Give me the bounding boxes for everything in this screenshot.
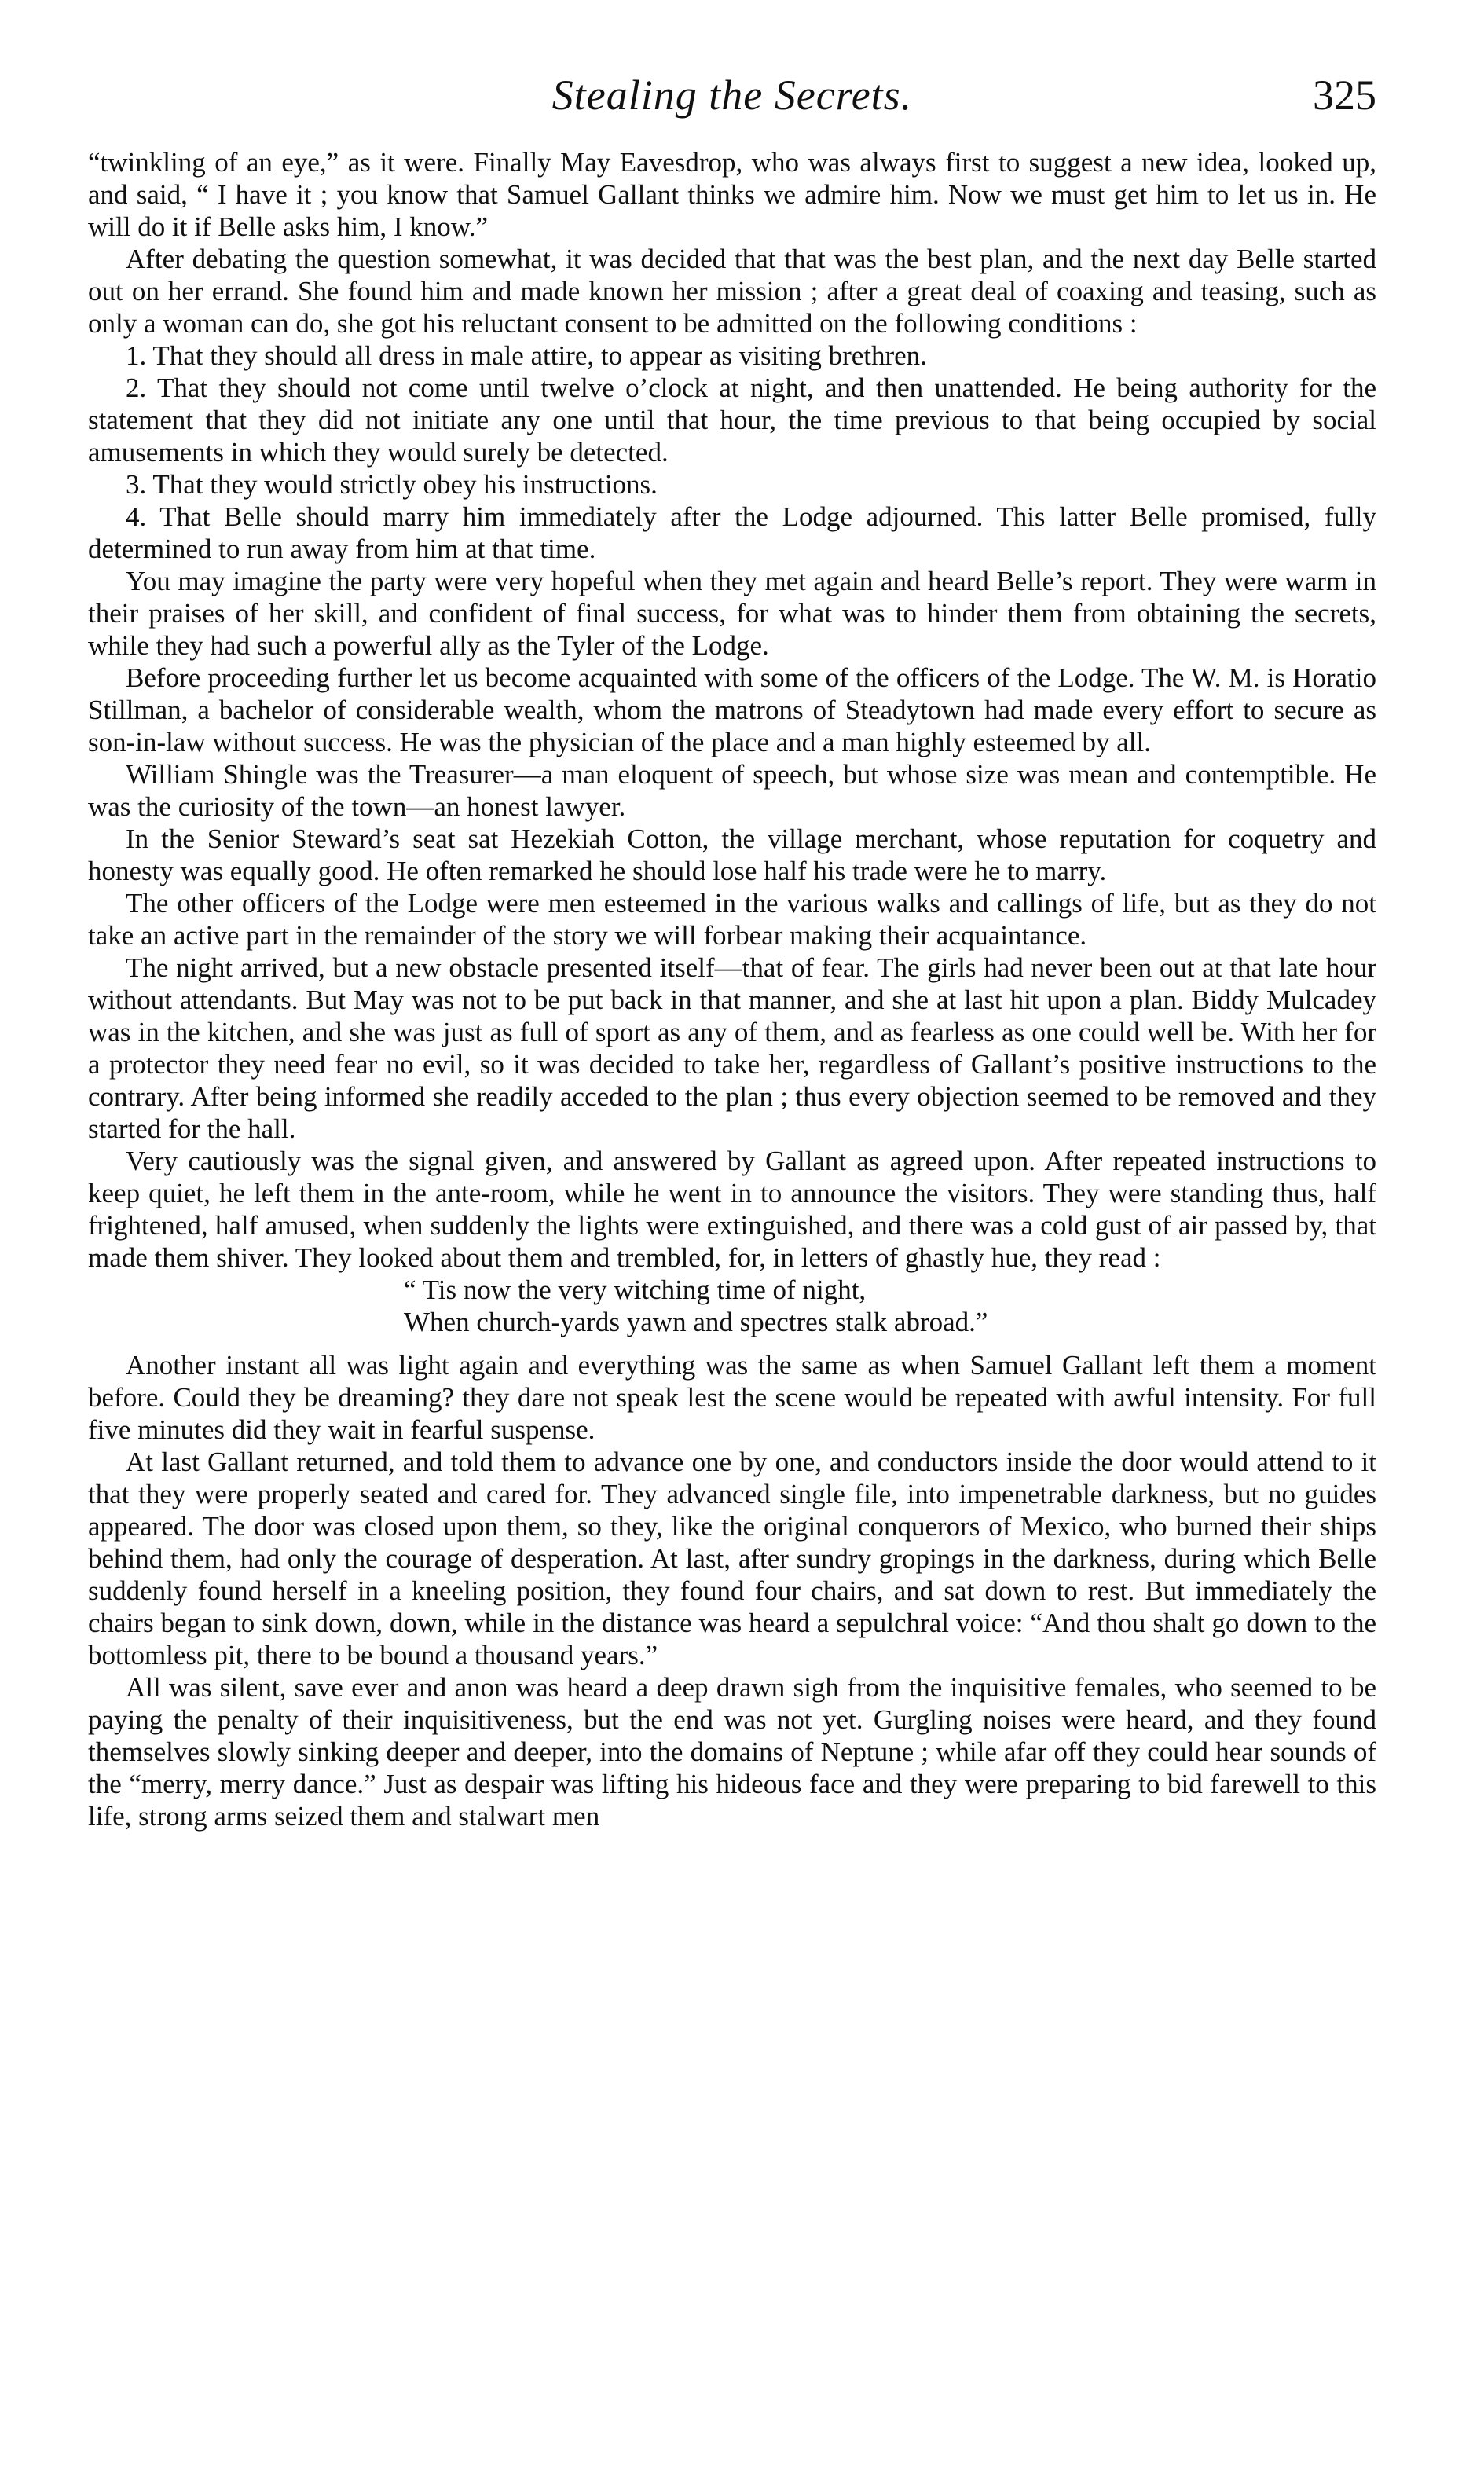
paragraph: After debating the question somewhat, it was decided that that was the best plan, and the next day Belle started out on her errand. She found him and made known her mission ; after a great deal of coaxing and teasing, such as only a woman can do, she got his reluctant consent to be admitted on the following conditions :: [88, 244, 1376, 339]
condition-item: 2. That they should not come until twelve o’clock at night, and then unattended. He being authority for the statement that they did not initiate any one until that hour, the time previous to that being occupied by social amusements in which they would surely be detected.: [88, 372, 1376, 468]
paragraph: “twinkling of an eye,” as it were. Finally May Eavesdrop, who was always first to suggest a new idea, looked up, and said, “ I have it ; you know that Samuel Gallant thinks we admire him. Now we must get him to let us in. He will do it if Belle asks him, I know.”: [88, 147, 1376, 242]
paragraph: At last Gallant returned, and told them to advance one by one, and conductors inside the door would attend to it that they were properly seated and cared for. They advanced single file, into impenetrable darkness, but no guides appeared. The door was closed upon them, so they, like the original conquerors of Mexico, who burned their ships behind them, had only the courage of desperation. At last, after sundry gropings in the darkness, during which Belle suddenly found herself in a kneeling position, they found four chairs, and sat down to rest. But immediately the chairs began to sink down, down, while in the distance was heard a sepulchral voice: “And thou shalt go down to the bottomless pit, there to be bound a thousand years.”: [88, 1447, 1376, 1670]
paragraph: Before proceeding further let us become acquainted with some of the officers of the Lodge. The W. M. is Horatio Stillman, a bachelor of considerable wealth, whom the matrons of Steadytown had made every effort to secure as son-in-law without success. He was the physician of the place and a man highly esteemed by all.: [88, 662, 1376, 757]
condition-item: 1. That they should all dress in male attire, to appear as visiting brethren.: [126, 340, 927, 371]
running-title: Stealing the Secrets.: [551, 72, 913, 119]
paragraph: The other officers of the Lodge were men esteemed in the various walks and callings of life, but as they do not take an active part in the remainder of the story we will forbear making their acquaintance.: [88, 888, 1376, 951]
verse-line: “ Tis now the very witching time of night,: [404, 1274, 867, 1305]
paragraph: The night arrived, but a new obstacle presented itself—that of fear. The girls had never been out at that late hour without attendants. But May was not to be put back in that manner, and she at last hit upon a plan. Biddy Mulcadey was in the kitchen, and she was just as full of sport as any of them, and as fearless as one could well be. With her for a protector they need fear no evil, so it was decided to take her, regardless of Gallant’s positive instructions to the contrary. After being informed she readily acceded to the plan ; thus every objection seemed to be removed and they started for the hall.: [88, 952, 1376, 1144]
paragraph: You may imagine the party were very hopeful when they met again and heard Belle’s report. They were warm in their praises of her skill, and confident of final success, for what was to hinder them from obtaining the secrets, while they had such a powerful ally as the Tyler of the Lodge.: [88, 566, 1376, 661]
paragraph: Very cautiously was the signal given, and answered by Gallant as agreed upon. After repeated instructions to keep quiet, he left them in the ante-room, while he went in to announce the visitors. They were standing thus, half frightened, half amused, when suddenly the lights were extinguished, and there was a cold gust of air passed by, that made them shiver. They looked about them and trembled, for, in letters of ghastly hue, they read :: [88, 1146, 1376, 1273]
condition-item: 3. That they would strictly obey his instructions.: [126, 469, 658, 500]
book-page: [88, 71, 1376, 1832]
body-text: [88, 146, 1376, 1832]
verse-quotation: [404, 1274, 1376, 1338]
condition-item: 4. That Belle should marry him immediately after the Lodge adjourned. This latter Belle promised, fully determined to run away from him at that time.: [88, 501, 1376, 564]
paragraph: Another instant all was light again and everything was the same as when Samuel Gallant left them a moment before. Could they be dreaming? they dare not speak lest the scene would be repeated with awful intensity. For full five minutes did they wait in fearful suspense.: [88, 1350, 1376, 1445]
paragraph: William Shingle was the Treasurer—a man eloquent of speech, but whose size was mean and contemptible. He was the curiosity of the town—an honest lawyer.: [88, 759, 1376, 822]
verse-line: When church-yards yawn and spectres stalk abroad.”: [404, 1307, 988, 1337]
page-header: [88, 71, 1376, 146]
paragraph: In the Senior Steward’s seat sat Hezekiah Cotton, the village merchant, whose reputation for coquetry and honesty was equally good. He often remarked he should lose half his trade were he to marry.: [88, 823, 1376, 886]
page-number: 325: [1313, 72, 1376, 119]
paragraph: All was silent, save ever and anon was heard a deep drawn sigh from the inquisitive females, who seemed to be paying the penalty of their inquisitiveness, but the end was not yet. Gurgling noises were heard, and they found themselves slowly sinking deeper and deeper, into the domains of Neptune ; while afar off they could hear sounds of the “merry, merry dance.” Just as despair was lifting his hideous face and they were preparing to bid farewell to this life, strong arms seized them and stalwart men: [88, 1672, 1376, 1832]
